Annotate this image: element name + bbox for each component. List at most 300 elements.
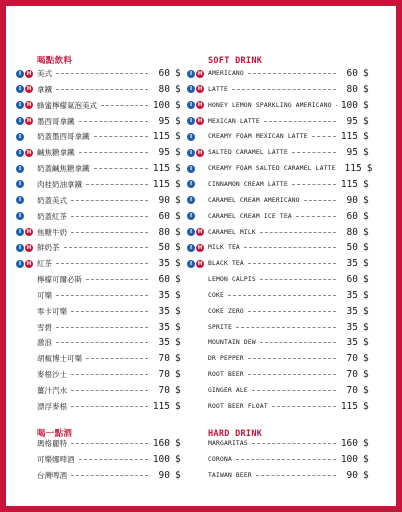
- iced-badge-icon: I: [187, 212, 195, 220]
- menu-item-name: MARGARITAS: [208, 440, 248, 447]
- menu-item-row: [187, 115, 370, 128]
- menu-item-row: [187, 453, 370, 466]
- menu-item-name: SALTED CARAMEL LATTE: [208, 149, 288, 157]
- menu-item-row: [16, 99, 182, 112]
- menu-sheet: [6, 6, 396, 506]
- hot-badge-icon: H: [26, 86, 32, 93]
- menu-item-row: [187, 241, 370, 254]
- menu-item-row: [16, 210, 182, 223]
- menu-item-row: [187, 273, 370, 286]
- temperature-badges: [187, 244, 206, 252]
- menu-item-row: [16, 437, 182, 450]
- menu-item-row: [187, 400, 370, 413]
- menu-item-price: 35: [346, 337, 358, 349]
- menu-item-row: [187, 289, 370, 302]
- dotted-leader: [236, 327, 336, 328]
- currency-symbol: $: [363, 274, 369, 286]
- menu-item-price: 100: [340, 453, 358, 465]
- menu-item-name: 奶蓋美式: [37, 195, 67, 205]
- menu-item-price: 35: [346, 289, 358, 301]
- menu-item-name: DR PEPPER: [208, 355, 244, 363]
- menu-item-price: 60: [346, 68, 358, 79]
- currency-symbol: $: [363, 321, 369, 333]
- menu-item-name: 麥根沙士: [37, 370, 67, 380]
- menu-item-row: [16, 384, 182, 397]
- hot-badge-icon: H: [26, 102, 32, 109]
- currency-symbol: $: [366, 163, 373, 175]
- menu-item-row: [16, 336, 182, 349]
- temperature-badges: [187, 165, 206, 173]
- iced-badge-icon: I: [16, 85, 24, 93]
- menu-item-row: [16, 257, 182, 270]
- menu-item-price: 70: [346, 353, 358, 365]
- dotted-leader: [252, 390, 336, 391]
- menu-item-name: CINNAMON CREAM LATTE: [208, 180, 288, 188]
- temperature-badges: [16, 101, 35, 109]
- menu-item-name: 鹹焦糖拿鐵: [37, 148, 75, 158]
- menu-item-price: 115: [152, 163, 170, 175]
- currency-symbol: $: [175, 274, 181, 286]
- menu-item-row: [16, 273, 182, 286]
- currency-symbol: $: [175, 99, 181, 111]
- dotted-leader: [248, 374, 336, 375]
- menu-item-name: CORONA: [208, 455, 232, 463]
- menu-item-price: 95: [346, 115, 358, 127]
- currency-symbol: $: [175, 115, 181, 127]
- menu-item-name: 奶蓋紅茶: [37, 211, 67, 221]
- currency-symbol: $: [175, 400, 181, 412]
- menu-item-price: 35: [158, 258, 170, 270]
- currency-symbol: $: [363, 242, 369, 254]
- iced-badge-icon: I: [187, 180, 195, 188]
- menu-item-name: CARAMEL MILK: [208, 228, 256, 236]
- menu-item-price: 90: [158, 194, 170, 206]
- menu-item-price: 100: [152, 453, 170, 465]
- menu-item-price: 115: [344, 163, 362, 175]
- hot-badge-icon: H: [197, 70, 203, 77]
- dotted-leader: [56, 89, 148, 90]
- currency-symbol: $: [175, 453, 181, 465]
- menu-item-name: 激浪: [37, 338, 52, 348]
- hot-badge-icon: H: [26, 260, 32, 267]
- dotted-leader: [86, 358, 148, 359]
- menu-item-price: 35: [158, 337, 170, 349]
- menu-item-row: [16, 305, 182, 318]
- english-section-title: HARD DRINK: [208, 429, 263, 439]
- menu-item-row: [16, 352, 182, 365]
- menu-item-row: [16, 146, 182, 159]
- menu-item-row: [16, 241, 182, 254]
- currency-symbol: $: [363, 210, 369, 222]
- temperature-badges: [187, 70, 206, 78]
- currency-symbol: $: [363, 369, 369, 381]
- dotted-leader: [71, 216, 148, 217]
- menu-item-price: 95: [346, 147, 358, 159]
- menu-item-row: [187, 210, 370, 223]
- dotted-leader: [296, 216, 336, 217]
- dotted-leader: [71, 475, 148, 476]
- iced-badge-icon: I: [16, 70, 24, 78]
- menu-item-name: ROOT BEER FLOAT: [208, 402, 268, 410]
- currency-symbol: $: [175, 210, 181, 222]
- menu-item-row: [187, 384, 370, 397]
- currency-symbol: $: [363, 353, 369, 365]
- currency-symbol: $: [363, 178, 369, 190]
- dotted-leader: [71, 374, 148, 375]
- currency-symbol: $: [175, 469, 181, 481]
- hot-badge-icon: H: [26, 244, 32, 251]
- temperature-badges: [16, 228, 35, 236]
- menu-item-name: CARAMEL CREAM AMERICANO: [208, 196, 300, 204]
- menu-item-price: 60: [346, 210, 358, 222]
- temperature-badges: [16, 70, 35, 78]
- menu-item-price: 95: [158, 115, 170, 127]
- dotted-leader: [272, 406, 336, 407]
- menu-item-name: 瑪格麗特: [37, 439, 67, 448]
- menu-item-price: 80: [158, 83, 170, 95]
- menu-item-price: 35: [346, 321, 358, 333]
- temperature-badges: [16, 117, 35, 125]
- menu-item-row: [187, 336, 370, 349]
- menu-item-row: [16, 368, 182, 381]
- dotted-leader: [94, 136, 149, 137]
- dotted-leader: [56, 327, 148, 328]
- currency-symbol: $: [363, 147, 369, 159]
- currency-symbol: $: [175, 321, 181, 333]
- menu-item-row: [16, 130, 182, 143]
- iced-badge-icon: I: [16, 149, 24, 157]
- menu-item-price: 115: [340, 400, 358, 412]
- iced-badge-icon: I: [16, 117, 24, 125]
- chinese-section-title: 喝一點酒: [37, 429, 73, 439]
- currency-symbol: $: [175, 305, 181, 317]
- menu-item-price: 115: [152, 400, 170, 412]
- menu-item-row: [16, 162, 182, 175]
- menu-item-name: 奶蓋鹹焦糖拿鐵: [37, 164, 90, 174]
- menu-item-row: [187, 469, 370, 482]
- dotted-leader: [64, 247, 149, 248]
- menu-item-name: ROOT BEER: [208, 371, 244, 379]
- hot-badge-icon: H: [197, 118, 203, 125]
- dotted-leader: [264, 121, 336, 122]
- menu-item-price: 80: [346, 83, 358, 95]
- menu-item-price: 95: [158, 147, 170, 159]
- dotted-leader: [71, 311, 148, 312]
- menu-item-name: 零卡可樂: [37, 306, 67, 316]
- currency-symbol: $: [363, 289, 369, 301]
- dotted-leader: [248, 358, 336, 359]
- currency-symbol: $: [175, 83, 181, 95]
- menu-item-row: [16, 400, 182, 413]
- currency-symbol: $: [175, 385, 181, 396]
- temperature-badges: [16, 196, 35, 204]
- hot-badge-icon: H: [197, 260, 203, 267]
- menu-item-price: 70: [346, 369, 358, 381]
- menu-item-row: [187, 67, 370, 80]
- menu-item-price: 115: [340, 131, 358, 143]
- iced-badge-icon: I: [187, 244, 195, 252]
- temperature-badges: [16, 85, 35, 93]
- temperature-badges: [187, 149, 206, 157]
- iced-badge-icon: I: [187, 260, 195, 268]
- menu-item-price: 160: [340, 438, 358, 449]
- temperature-badges: [16, 260, 35, 268]
- hot-badge-icon: H: [26, 70, 32, 77]
- hot-badge-icon: H: [26, 229, 32, 235]
- dotted-leader: [232, 89, 336, 90]
- dotted-leader: [71, 443, 148, 444]
- menu-item-row: [187, 368, 370, 381]
- dotted-leader: [56, 263, 148, 264]
- iced-badge-icon: I: [16, 180, 24, 188]
- iced-badge-icon: I: [187, 101, 195, 109]
- temperature-badges: [187, 101, 206, 109]
- menu-item-price: 50: [158, 242, 170, 254]
- menu-item-row: [187, 162, 373, 175]
- menu-item-name: TAIWAN BEER: [208, 471, 252, 479]
- menu-item-name: 台灣啤酒: [37, 470, 67, 480]
- menu-item-price: 90: [158, 469, 170, 481]
- menu-item-name: 紅茶: [37, 259, 52, 269]
- dotted-leader: [312, 136, 336, 137]
- currency-symbol: $: [363, 131, 369, 143]
- temperature-badges: [187, 212, 206, 220]
- temperature-badges: [16, 244, 35, 252]
- dotted-leader: [71, 406, 148, 407]
- menu-item-name: 肉桂奶油拿鐵: [37, 179, 82, 189]
- temperature-badges: [16, 165, 35, 173]
- menu-item-row: [187, 321, 370, 334]
- menu-item-name: 可樂娜啤酒: [37, 454, 75, 464]
- currency-symbol: $: [175, 289, 181, 301]
- temperature-badges: [187, 260, 206, 268]
- dotted-leader: [79, 152, 149, 153]
- currency-symbol: $: [363, 68, 369, 79]
- menu-item-name: AMERICANO: [208, 70, 244, 77]
- dotted-leader: [248, 73, 336, 74]
- temperature-badges: [187, 196, 206, 204]
- currency-symbol: $: [175, 194, 181, 206]
- menu-item-price: 50: [346, 242, 358, 254]
- dotted-leader: [244, 247, 336, 248]
- menu-item-row: [16, 67, 182, 80]
- currency-symbol: $: [363, 469, 369, 481]
- currency-symbol: $: [363, 194, 369, 206]
- menu-item-name: HONEY LEMON SPARKLING AMERICANO: [208, 101, 332, 109]
- menu-item-price: 70: [346, 385, 358, 396]
- dotted-leader: [71, 390, 148, 391]
- iced-badge-icon: I: [16, 101, 24, 109]
- menu-item-price: 35: [158, 289, 170, 301]
- menu-item-row: [187, 146, 370, 159]
- dotted-leader: [256, 475, 336, 476]
- menu-item-price: 115: [152, 178, 170, 190]
- dotted-leader: [292, 152, 336, 153]
- iced-badge-icon: I: [16, 228, 24, 236]
- menu-item-price: 80: [158, 226, 170, 238]
- iced-badge-icon: I: [187, 70, 195, 78]
- iced-badge-icon: I: [187, 149, 195, 157]
- menu-item-name: BLACK TEA: [208, 260, 244, 268]
- menu-item-name: 美式: [37, 69, 52, 78]
- currency-symbol: $: [175, 131, 181, 143]
- currency-symbol: $: [175, 369, 181, 381]
- menu-item-name: 鮮奶茶: [37, 243, 60, 253]
- iced-badge-icon: I: [16, 212, 24, 220]
- menu-item-name: 焦糖牛奶: [37, 227, 67, 237]
- menu-item-name: LATTE: [208, 85, 228, 93]
- temperature-badges: [187, 85, 206, 93]
- menu-item-name: CARAMEL CREAM ICE TEA: [208, 212, 292, 220]
- iced-badge-icon: I: [187, 85, 195, 93]
- dotted-leader: [236, 459, 336, 460]
- menu-item-name: CREAMY FOAM MEXICAN LATTE: [208, 133, 308, 141]
- currency-symbol: $: [175, 258, 181, 270]
- menu-item-price: 70: [158, 385, 170, 396]
- menu-item-row: [16, 178, 182, 191]
- dotted-leader: [79, 459, 149, 460]
- currency-symbol: $: [363, 258, 369, 270]
- iced-badge-icon: I: [187, 133, 195, 141]
- menu-item-price: 70: [158, 369, 170, 381]
- menu-item-price: 35: [346, 305, 358, 317]
- menu-item-row: [16, 226, 182, 239]
- temperature-badges: [187, 133, 206, 141]
- menu-item-name: 奶蓋墨西哥拿鐵: [37, 132, 90, 142]
- menu-item-price: 60: [346, 274, 358, 286]
- menu-item-row: [187, 437, 370, 450]
- menu-item-name: 薑汁汽水: [37, 386, 67, 395]
- currency-symbol: $: [363, 385, 369, 396]
- menu-item-name: CREAMY FOAM SALTED CARAMEL LATTE: [208, 165, 336, 173]
- menu-item-row: [16, 194, 182, 207]
- menu-item-price: 60: [158, 210, 170, 222]
- menu-item-name: 檸檬可爾必斯: [37, 275, 82, 285]
- currency-symbol: $: [175, 68, 181, 79]
- dotted-leader: [56, 73, 148, 74]
- hot-badge-icon: H: [197, 229, 203, 235]
- menu-item-row: [16, 321, 182, 334]
- iced-badge-icon: I: [16, 260, 24, 268]
- iced-badge-icon: I: [187, 196, 195, 204]
- menu-item-price: 115: [152, 131, 170, 143]
- menu-item-row: [187, 130, 370, 143]
- currency-symbol: $: [363, 83, 369, 95]
- hot-badge-icon: H: [197, 102, 203, 109]
- menu-item-name: MEXICAN LATTE: [208, 117, 260, 125]
- dotted-leader: [79, 121, 149, 122]
- dotted-leader: [260, 232, 336, 233]
- menu-item-row: [16, 453, 182, 466]
- hot-badge-icon: H: [197, 86, 203, 93]
- menu-item-price: 60: [158, 274, 170, 286]
- currency-symbol: $: [363, 226, 369, 238]
- menu-item-name: MILK TEA: [208, 244, 240, 252]
- dotted-leader: [292, 184, 336, 185]
- temperature-badges: [16, 180, 35, 188]
- currency-symbol: $: [175, 226, 181, 238]
- menu-item-row: [187, 83, 370, 96]
- hot-badge-icon: H: [197, 149, 203, 156]
- menu-item-price: 160: [152, 438, 170, 449]
- dotted-leader: [260, 342, 336, 343]
- menu-item-row: [16, 469, 182, 482]
- dotted-leader: [86, 184, 148, 185]
- dotted-leader: [101, 105, 148, 106]
- temperature-badges: [16, 133, 35, 141]
- menu-item-price: 60: [158, 68, 170, 79]
- currency-symbol: $: [175, 147, 181, 159]
- menu-item-price: 80: [346, 226, 358, 238]
- currency-symbol: $: [363, 453, 369, 465]
- menu-item-name: 拿鐵: [37, 84, 52, 94]
- menu-item-row: [187, 352, 370, 365]
- iced-badge-icon: I: [187, 228, 195, 236]
- currency-symbol: $: [175, 242, 181, 254]
- english-section-title: SOFT DRINK: [208, 56, 263, 66]
- menu-item-row: [16, 115, 182, 128]
- menu-item-name: 可樂: [37, 290, 52, 300]
- dotted-leader: [252, 443, 336, 444]
- menu-item-row: [187, 305, 370, 318]
- currency-symbol: $: [175, 163, 181, 175]
- dotted-leader: [86, 279, 148, 280]
- menu-item-row: [187, 257, 370, 270]
- currency-symbol: $: [175, 337, 181, 349]
- dotted-leader: [304, 200, 336, 201]
- menu-item-price: 115: [340, 178, 358, 190]
- dotted-leader: [228, 295, 336, 296]
- menu-item-row: [187, 178, 370, 191]
- iced-badge-icon: I: [16, 244, 24, 252]
- menu-item-name: MOUNTAIN DEW: [208, 339, 256, 347]
- hot-badge-icon: H: [197, 244, 203, 251]
- temperature-badges: [187, 180, 206, 188]
- menu-item-price: 35: [158, 321, 170, 333]
- iced-badge-icon: I: [187, 165, 195, 173]
- menu-item-name: 漂浮麥根: [37, 401, 67, 411]
- iced-badge-icon: I: [16, 196, 24, 204]
- menu-item-name: 蜂蜜檸檬氣泡美式: [37, 100, 97, 110]
- menu-item-name: 胡椒博士可樂: [37, 354, 82, 364]
- menu-item-price: 35: [346, 258, 358, 270]
- currency-symbol: $: [363, 400, 369, 412]
- temperature-badges: [16, 149, 35, 157]
- currency-symbol: $: [175, 353, 181, 365]
- hot-badge-icon: H: [26, 118, 32, 125]
- currency-symbol: $: [363, 115, 369, 127]
- menu-item-name: LEMON CALPIS: [208, 276, 256, 284]
- menu-item-name: 雪碧: [37, 322, 52, 332]
- menu-item-row: [16, 289, 182, 302]
- currency-symbol: $: [363, 99, 369, 111]
- menu-item-price: 90: [346, 194, 358, 206]
- dotted-leader: [94, 168, 149, 169]
- menu-item-price: 35: [158, 305, 170, 317]
- iced-badge-icon: I: [16, 165, 24, 173]
- temperature-badges: [187, 228, 206, 236]
- hot-badge-icon: H: [26, 149, 32, 156]
- chinese-section-title: 喝點飲料: [37, 56, 73, 66]
- menu-item-price: 100: [340, 99, 358, 111]
- dotted-leader: [71, 200, 148, 201]
- temperature-badges: [16, 212, 35, 220]
- temperature-badges: [187, 117, 206, 125]
- currency-symbol: $: [175, 178, 181, 190]
- menu-item-price: 90: [346, 469, 358, 481]
- dotted-leader: [248, 311, 336, 312]
- menu-item-row: [16, 83, 182, 96]
